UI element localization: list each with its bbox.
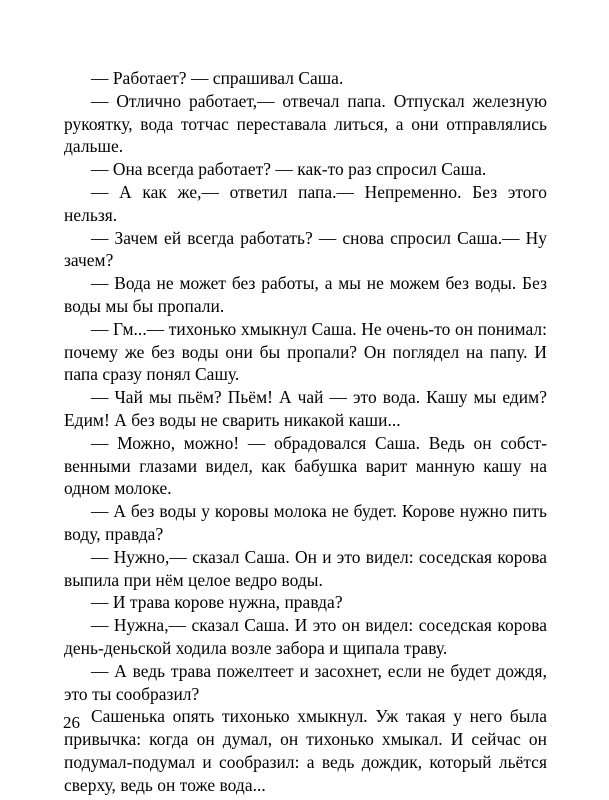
paragraph: — Гм...— тихонько хмыкнул Саша. Не очень-то он понимал: почему же без воды они бы пропали? Он поглядел на папу. И папа сразу понял Сашу. bbox=[64, 318, 547, 385]
paragraph: Сашенька опять тихонько хмыкнул. Уж такая у него была привычка: когда он думал, он тихонько хмыкал. И сейчас он подумал-подумал и сообразил: а ведь дождик, который льётся сверху, ведь он тоже вода... bbox=[64, 706, 547, 795]
paragraph: — Работает? — спрашивал Саша. bbox=[91, 68, 344, 88]
paragraph: — Нужна,— сказал Саша. И это он видел: соседская корова день-деньской ходила возле забора и щипала траву. bbox=[64, 615, 547, 658]
paragraph: — Зачем ей всегда работать? — снова спросил Саша.— Ну зачем? bbox=[64, 227, 547, 271]
paragraph: — И трава корове нужна, правда? bbox=[91, 592, 343, 613]
paragraph: — А как же,— ответил папа.— Непременно. Без этого нельзя. bbox=[64, 181, 547, 225]
paragraph: — Отлично работает,— отвечал папа. Отпускал железную рукоятку, вода тотчас переставала литься, а они отправлялись дальше. bbox=[64, 90, 547, 157]
paragraph: — А ведь трава пожелтеет и засохнет, если не будет дождя, это ты сообразил? bbox=[64, 660, 547, 704]
paragraph: — Нужно,— сказал Саша. Он и это видел: соседская корова выпила при нём целое ведро воды. bbox=[64, 546, 547, 590]
paragraph: — Чай мы пьём? Пьём! А чай — это вода. Кашу мы едим? Едим! А без воды не сварить никакой каши... bbox=[64, 387, 547, 430]
paragraph: — А без воды у коровы молока не будет. Корове нужно пить воду, правда? bbox=[64, 501, 547, 544]
page-number: 26 bbox=[63, 713, 80, 732]
paragraph: — Можно, можно! — обрадовался Саша. Ведь он собственными глазами видел, как бабушка варит манную кашу на одном молоке. bbox=[64, 432, 547, 499]
paragraph: — Она всегда работает? — как-то раз спросил Саша. bbox=[91, 159, 487, 180]
body-text bbox=[64, 67, 547, 797]
paragraph: — Вода не может без работы, а мы не можем без воды. Без воды мы бы пропали. bbox=[64, 273, 547, 316]
